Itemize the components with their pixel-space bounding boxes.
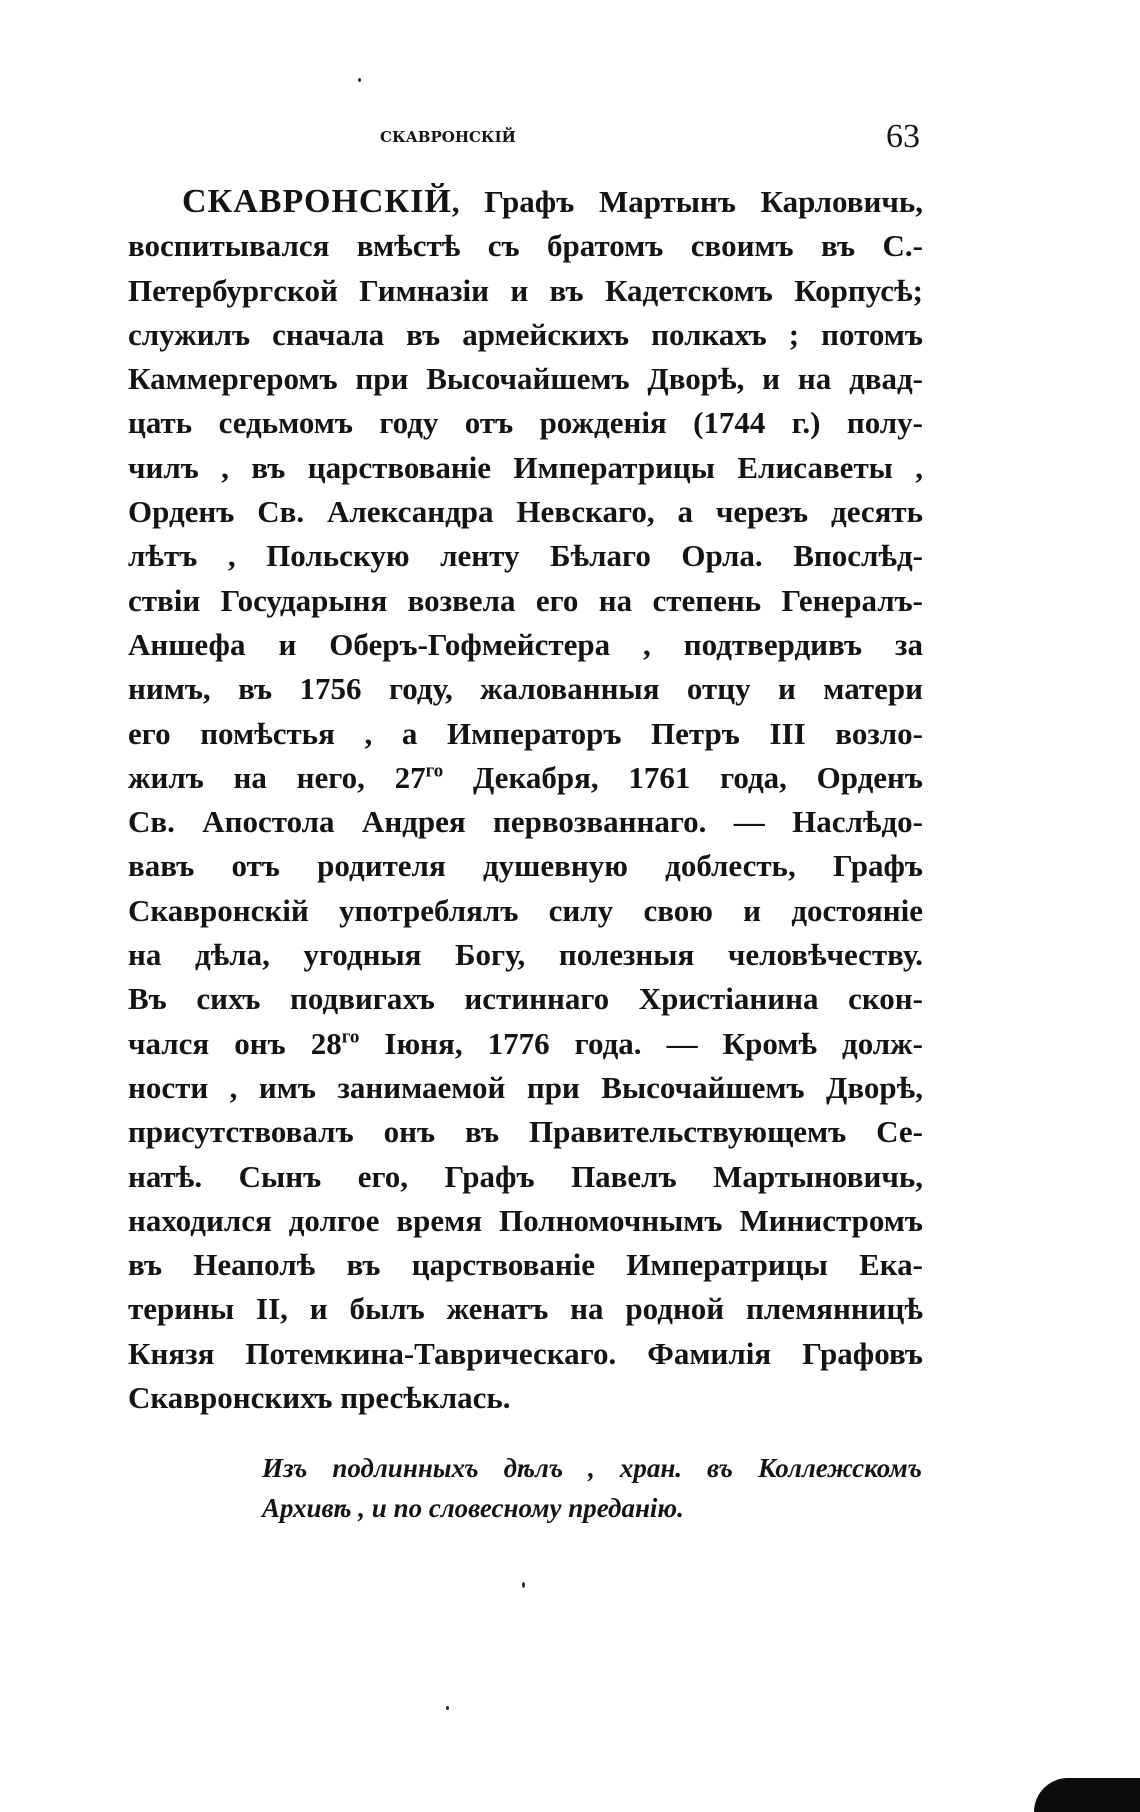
text-line: ствіи Государыня возвела его на степень Генералъ- [128, 582, 923, 618]
page-header [380, 118, 920, 158]
headword: СКАВРОНСКІЙ [182, 183, 452, 220]
text-fragment: имъ занимаемой при Высочайшемъ Дворѣ, [258, 1069, 923, 1105]
entry-text [128, 180, 923, 1420]
text-line-rest: , Графъ Мартынъ Карловичь, [451, 184, 923, 219]
text-line: Аншефа и Оберъ-Гофмейстера , подтвердивъ за [128, 626, 923, 662]
text-line: на дѣла, угодныя Богу, полезныя человѣчеству. [128, 937, 923, 973]
text-line: служилъ сначала въ армейскихъ полкахъ ; потомъ [128, 316, 923, 352]
text-line: нимъ, въ 1756 году, жалованныя отцу и матери [128, 671, 923, 707]
source-line: Архивѣ , и по словесному преданію. [262, 1493, 684, 1523]
text-line: Скавронскій употреблялъ силу свою и достояніе [128, 892, 923, 928]
scan-edge-blot [1034, 1778, 1140, 1812]
text-line: Петербургской Гимназіи и въ Кадетскомъ Корпусѣ; [128, 272, 923, 308]
text-line: чилъ , въ царствованіе Императрицы Елисаветы , [128, 449, 923, 485]
scan-speck [522, 1582, 525, 1588]
text-line: присутствовалъ онъ въ Правительствующемъ Се- [128, 1114, 923, 1150]
text-line: находился долгое время Полномочнымъ Министромъ [128, 1202, 923, 1238]
text-line [128, 756, 923, 800]
text-line [128, 1022, 923, 1066]
text-fragment: чался онъ 28 [128, 1025, 342, 1061]
text-line: Въ сихъ подвигахъ истиннаго Христіанина скон- [128, 981, 923, 1017]
text-line: въ Неаполѣ въ царствованіе Императрицы Ека- [128, 1247, 923, 1283]
text-fragment: Іюня, 1776 года. — Кромѣ долж- [359, 1025, 923, 1061]
text-line: Орденъ Св. Александра Невскаго, а черезъ десять [128, 494, 923, 530]
text-line: лѣтъ , Польскую ленту Бѣлаго Орла. Впослѣд- [128, 538, 923, 574]
text-line: Скавронскихъ пресѣклась. [128, 1380, 511, 1416]
scan-speck [358, 78, 361, 82]
running-head: скавронскій [380, 122, 516, 148]
text-line: Св. Апостола Андрея первозваннаго. — Наслѣдо- [128, 804, 923, 840]
text-line: вавъ отъ родителя душевную доблесть, Графъ [128, 848, 923, 884]
source-line: Изъ подлинныхъ дѣлъ , хран. въ Коллежскомъ [262, 1453, 922, 1483]
text-fragment: жилъ на него, 27 [128, 759, 426, 795]
scan-speck [446, 1706, 449, 1710]
text-fragment: ности , [128, 1069, 238, 1105]
text-line: его помѣстья , а Императоръ Петръ III возло- [128, 715, 923, 751]
text-line: терины II, и былъ женатъ на родной племянницѣ [128, 1291, 923, 1327]
text-line [128, 1066, 923, 1110]
text-line [128, 180, 923, 224]
superscript: го [425, 760, 444, 782]
page-number: 63 [886, 118, 920, 155]
text-line: цать седьмомъ году отъ рожденія (1744 г.) полу- [128, 405, 923, 441]
text-line: Каммергеромъ при Высочайшемъ Дворѣ, и на двад- [128, 361, 923, 397]
text-line: воспитывался вмѣстѣ съ братомъ своимъ въ С.- [128, 228, 923, 264]
text-line: Князя Потемкина-Таврическаго. Фамилія Графовъ [128, 1335, 923, 1371]
superscript: го [341, 1026, 360, 1048]
source-note [262, 1448, 922, 1528]
text-fragment: Декабря, 1761 года, Орденъ [443, 759, 923, 795]
text-line: натѣ. Сынъ его, Графъ Павелъ Мартыновичь, [128, 1158, 923, 1194]
